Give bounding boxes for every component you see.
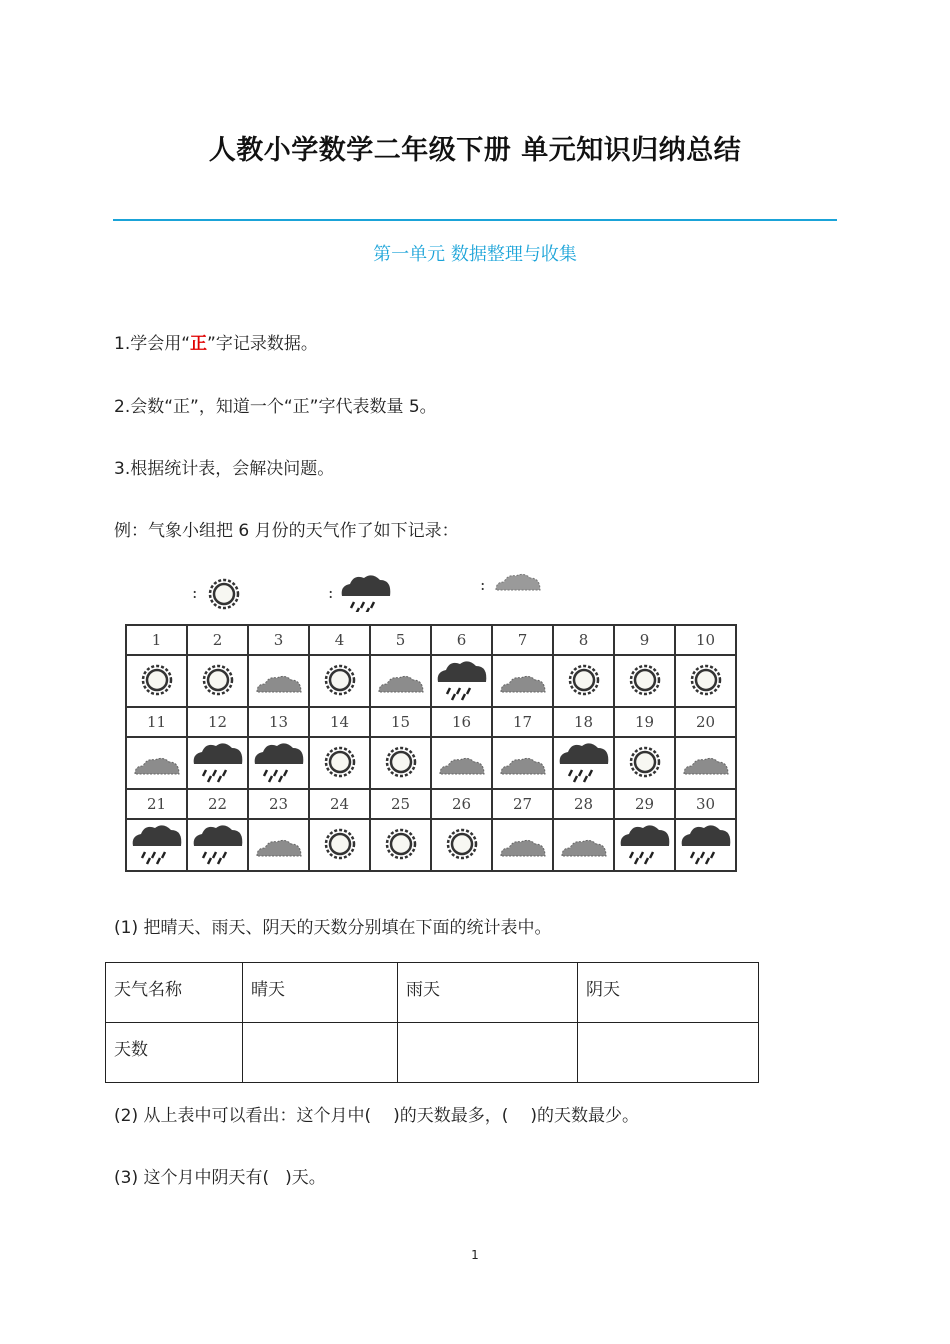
calendar-day-number: 20 [675, 707, 736, 737]
calendar-day-number: 5 [370, 625, 431, 655]
example-text: 例：气象小组把 6 月份的天气作了如下记录： [114, 521, 459, 541]
overcast-cloud-icon [494, 820, 552, 866]
calendar-day-number: 27 [492, 789, 553, 819]
calendar-day-number: 23 [248, 789, 309, 819]
question-3-part-1: (3) 这个月中阴天有( [114, 1168, 270, 1188]
calendar-weather-cell [309, 819, 370, 871]
rain-cloud-icon [555, 738, 613, 784]
calendar-day-number: 28 [553, 789, 614, 819]
calendar-weather-cell [431, 737, 492, 789]
point-1-text-after: ”字记录数据。 [207, 334, 318, 354]
calendar-weather-cell [614, 737, 675, 789]
sun-icon [677, 656, 735, 702]
calendar-day-number: 21 [126, 789, 187, 819]
sun-icon [128, 656, 186, 702]
stat-header-cell: 晴天 [243, 963, 398, 1023]
stat-value-row [106, 1023, 759, 1083]
point-2: 2.会数“正”，知道一个“正”字代表数量 5。 [114, 397, 437, 417]
title-divider [113, 219, 837, 221]
calendar-weather-cell [187, 819, 248, 871]
calendar-weather-cell [675, 819, 736, 871]
weather-legend [122, 566, 762, 612]
calendar-weather-cell [248, 819, 309, 871]
calendar-day-number: 19 [614, 707, 675, 737]
calendar-weather-cell [614, 655, 675, 707]
calendar-day-number: 18 [553, 707, 614, 737]
calendar-weather-cell [126, 819, 187, 871]
sun-icon [372, 820, 430, 866]
rain-cloud-icon [433, 656, 491, 702]
calendar-weather-cell [126, 737, 187, 789]
overcast-cloud-icon [128, 738, 186, 784]
calendar-day-row [126, 707, 736, 737]
calendar-weather-cell [126, 655, 187, 707]
calendar-day-number: 12 [187, 707, 248, 737]
calendar-day-number: 13 [248, 707, 309, 737]
stat-row-label: 天数 [106, 1023, 243, 1083]
sun-icon [616, 738, 674, 784]
calendar-day-number: 14 [309, 707, 370, 737]
stat-header-cell: 雨天 [398, 963, 578, 1023]
calendar-weather-cell [248, 737, 309, 789]
legend-sun [192, 580, 238, 608]
calendar-day-number: 24 [309, 789, 370, 819]
point-1-highlight: 正 [190, 334, 208, 354]
calendar-weather-cell [248, 655, 309, 707]
calendar-weather-cell [675, 655, 736, 707]
sun-icon [189, 656, 247, 702]
unit-title: 第一单元 数据整理与收集 [373, 244, 577, 265]
overcast-cloud-icon [555, 820, 613, 866]
svg-text::: : [480, 575, 486, 594]
calendar-day-number: 11 [126, 707, 187, 737]
calendar-weather-cell [553, 819, 614, 871]
stat-header-row [106, 963, 759, 1023]
rain-cloud-icon [189, 820, 247, 866]
question-2-part-1: (2) 从上表中可以看出：这个月中( [114, 1106, 372, 1126]
legend-cloud [480, 574, 540, 594]
calendar-day-number: 10 [675, 625, 736, 655]
rain-cloud-icon [128, 820, 186, 866]
calendar-weather-cell [187, 655, 248, 707]
calendar-day-number: 2 [187, 625, 248, 655]
calendar-weather-cell [614, 819, 675, 871]
rain-cloud-icon [250, 738, 308, 784]
sun-icon [616, 656, 674, 702]
calendar-weather-cell [370, 655, 431, 707]
calendar-weather-cell [492, 819, 553, 871]
question-2-part-3: )的天数最少。 [530, 1106, 640, 1126]
calendar-day-number: 8 [553, 625, 614, 655]
question-1: (1) 把晴天、雨天、阴天的天数分别填在下面的统计表中。 [114, 918, 552, 938]
page-number: 1 [471, 1248, 479, 1262]
rain-cloud-icon [189, 738, 247, 784]
question-3 [114, 1163, 326, 1188]
sun-icon [555, 656, 613, 702]
calendar-day-number: 17 [492, 707, 553, 737]
calendar-weather-cell [675, 737, 736, 789]
calendar-weather-cell [553, 655, 614, 707]
sun-icon [433, 820, 491, 866]
calendar-weather-cell [370, 737, 431, 789]
calendar-day-row [126, 789, 736, 819]
calendar-weather-cell [492, 737, 553, 789]
sun-icon [311, 820, 369, 866]
point-1-text-before: 1.学会用“ [114, 334, 191, 354]
calendar-day-number: 7 [492, 625, 553, 655]
overcast-cloud-icon [250, 820, 308, 866]
calendar-day-row [126, 625, 736, 655]
calendar-day-number: 6 [431, 625, 492, 655]
rain-cloud-icon [342, 575, 391, 612]
calendar-day-number: 25 [370, 789, 431, 819]
calendar-weather-row [126, 737, 736, 789]
stat-blank-cell[interactable] [578, 1023, 759, 1083]
calendar-day-number: 22 [187, 789, 248, 819]
overcast-cloud-icon [250, 656, 308, 702]
stat-header-cell: 天气名称 [106, 963, 243, 1023]
point-3: 3.根据统计表，会解决问题。 [114, 459, 335, 479]
overcast-cloud-icon [496, 574, 540, 590]
sun-icon [311, 738, 369, 784]
calendar-weather-cell [309, 655, 370, 707]
calendar-weather-cell [309, 737, 370, 789]
calendar-weather-row [126, 819, 736, 871]
calendar-day-number: 4 [309, 625, 370, 655]
stat-blank-cell[interactable] [243, 1023, 398, 1083]
sun-icon [372, 738, 430, 784]
stat-table [105, 962, 759, 1083]
sun-icon [311, 656, 369, 702]
calendar-weather-row [126, 655, 736, 707]
question-3-part-2: )天。 [285, 1168, 326, 1188]
overcast-cloud-icon [433, 738, 491, 784]
calendar-day-number: 9 [614, 625, 675, 655]
overcast-cloud-icon [494, 656, 552, 702]
weather-calendar [125, 624, 737, 872]
calendar-weather-cell [370, 819, 431, 871]
rain-cloud-icon [677, 820, 735, 866]
overcast-cloud-icon [677, 738, 735, 784]
overcast-cloud-icon [372, 656, 430, 702]
svg-text::: : [192, 583, 198, 602]
calendar-weather-cell [431, 819, 492, 871]
calendar-day-number: 1 [126, 625, 187, 655]
page-title: 人教小学数学二年级下册 单元知识归纳总结 [208, 135, 742, 166]
calendar-weather-cell [492, 655, 553, 707]
calendar-weather-cell [553, 737, 614, 789]
calendar-day-number: 15 [370, 707, 431, 737]
stat-blank-cell[interactable] [398, 1023, 578, 1083]
svg-text::: : [328, 583, 334, 602]
rain-cloud-icon [616, 820, 674, 866]
question-2-part-2: )的天数最多，( [393, 1106, 509, 1126]
calendar-day-number: 30 [675, 789, 736, 819]
legend-rain [328, 575, 390, 612]
calendar-weather-cell [187, 737, 248, 789]
sun-icon [210, 580, 238, 608]
calendar-day-number: 3 [248, 625, 309, 655]
calendar-weather-cell [431, 655, 492, 707]
calendar-day-number: 29 [614, 789, 675, 819]
calendar-day-number: 26 [431, 789, 492, 819]
question-2 [114, 1101, 639, 1126]
stat-header-cell: 阴天 [578, 963, 759, 1023]
point-1 [114, 329, 318, 354]
calendar-day-number: 16 [431, 707, 492, 737]
overcast-cloud-icon [494, 738, 552, 784]
